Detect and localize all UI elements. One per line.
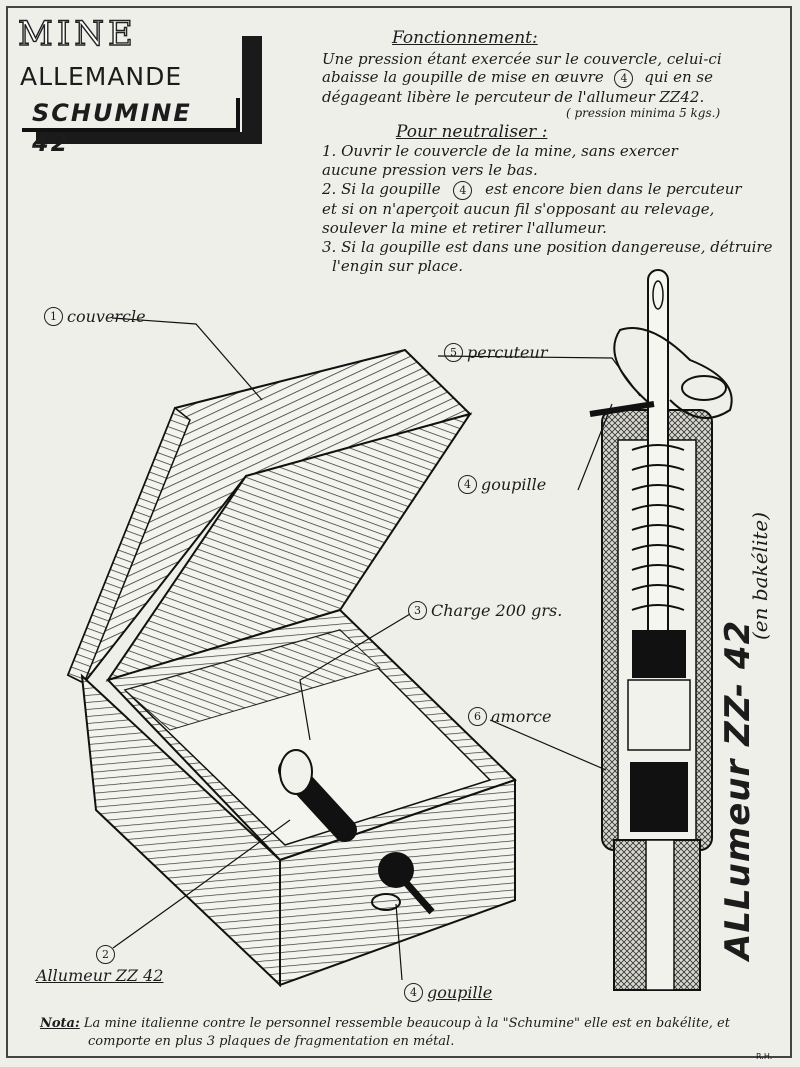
neutraliser-line-4: et si on n'aperçoit aucun fil s'opposant au relevage, — [322, 200, 715, 218]
side-title-bakelite: (en bakélite) — [748, 511, 772, 640]
fonctionnement-pression: ( pression minima 5 kgs.) — [566, 106, 721, 120]
fonctionnement-line-1: Une pression étant exercée sur le couvercle, celui-ci — [322, 50, 722, 68]
label-goupille-bottom-num: 4 — [404, 983, 423, 1002]
title-schumine: SCHUMINE 42 — [22, 98, 240, 132]
neutraliser-line-3-text: 2. Si la goupille — [322, 180, 441, 198]
label-charge-text: Charge 200 grs. — [431, 601, 563, 620]
label-allumeur-num-wrap — [96, 944, 119, 964]
label-goupille-bottom-text: goupille — [427, 983, 493, 1002]
label-couvercle-text: couvercle — [67, 307, 146, 326]
label-goupille-top-text: goupille — [481, 475, 547, 494]
neutraliser-line-5: soulever la mine et retirer l'allumeur. — [322, 219, 607, 237]
allumeur-zz42-section — [590, 270, 732, 990]
label-amorce — [468, 706, 551, 726]
label-amorce-text: amorce — [491, 707, 552, 726]
label-percuteur — [444, 342, 547, 362]
ref-number-4: 4 — [453, 181, 472, 200]
neutraliser-heading: Pour neutraliser : — [396, 122, 548, 142]
title-allemande: ALLEMANDE — [20, 62, 183, 91]
label-allumeur-num: 2 — [96, 945, 115, 964]
fonctionnement-heading: Fonctionnement: — [392, 28, 538, 48]
title-mine: MINE — [18, 14, 137, 54]
fonctionnement-line-3: dégageant libère le percuteur de l'allumeur ZZ42. — [322, 88, 705, 106]
label-charge — [408, 600, 562, 620]
label-couvercle — [44, 306, 146, 326]
neutraliser-line-7: l'engin sur place. — [332, 257, 463, 275]
label-allumeur-text: Allumeur ZZ 42 — [36, 966, 164, 985]
label-goupille-top — [458, 474, 546, 494]
side-title-allumeur: ALLumeur ZZ- 42 — [718, 619, 758, 960]
label-couvercle-num: 1 — [44, 307, 63, 326]
label-charge-num: 3 — [408, 601, 427, 620]
neutraliser-line-6: 3. Si la goupille est dans une position dangereuse, détruire — [322, 238, 773, 256]
label-percuteur-num: 5 — [444, 343, 463, 362]
neutraliser-line-2: aucune pression vers le bas. — [322, 161, 538, 179]
label-goupille-bottom — [404, 982, 492, 1002]
author-initials: R.H. — [756, 1052, 773, 1061]
note-line-1-text: La mine italienne contre le personnel ressemble beaucoup à la "Schumine" elle est en bakélite, et — [83, 1016, 730, 1031]
fonctionnement-line-2-text: abaisse la goupille de mise en œuvre — [322, 68, 604, 86]
note-line-2: comporte en plus 3 plaques de fragmentation en métal. — [88, 1034, 455, 1049]
ref-number-4: 4 — [614, 69, 633, 88]
label-amorce-num: 6 — [468, 707, 487, 726]
note-label: Nota: — [40, 1016, 80, 1031]
neutraliser-line-1: 1. Ouvrir le couvercle de la mine, sans exercer — [322, 142, 678, 160]
note-line-1 — [40, 1016, 730, 1031]
label-goupille-top-num: 4 — [458, 475, 477, 494]
label-percuteur-text: percuteur — [467, 343, 548, 362]
fonctionnement-line-2-end: qui en se — [644, 68, 713, 86]
neutraliser-line-3-end: est encore bien dans le percuteur — [485, 180, 742, 198]
